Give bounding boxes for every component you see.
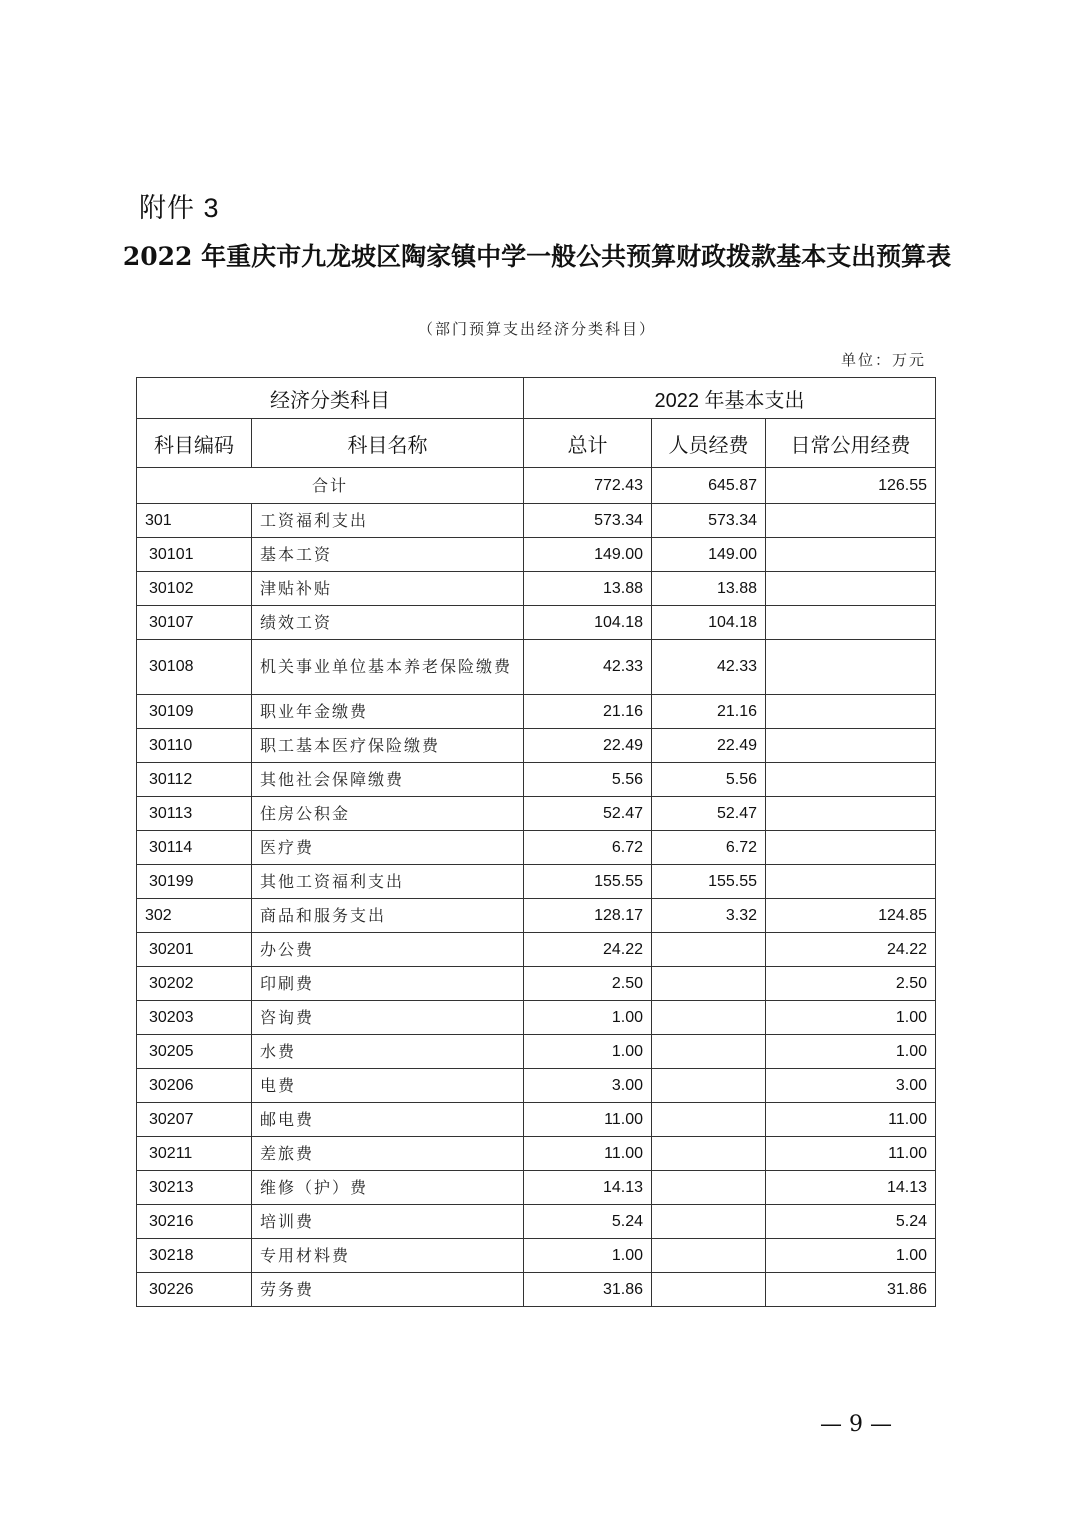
row-total: 31.86 [524,1273,652,1307]
row-personnel [652,1001,766,1035]
table-row [137,1001,936,1035]
row-code: 30101 [137,538,252,572]
table-row [137,1069,936,1103]
row-total: 5.56 [524,763,652,797]
table-column-header-row [137,419,936,468]
total-personnel-value: 645.87 [652,468,766,504]
table-total-row [137,468,936,504]
row-code: 30113 [137,797,252,831]
row-personnel [652,1273,766,1307]
table-row [137,899,936,933]
row-public [766,538,936,572]
table-row [137,967,936,1001]
row-code: 30110 [137,729,252,763]
row-name: 劳务费 [252,1273,524,1307]
row-code: 301 [137,504,252,538]
row-total: 104.18 [524,606,652,640]
row-public: 2.50 [766,967,936,1001]
row-name: 工资福利支出 [252,504,524,538]
row-public: 124.85 [766,899,936,933]
row-code: 30201 [137,933,252,967]
row-total: 573.34 [524,504,652,538]
row-name: 机关事业单位基本养老保险缴费 [252,640,524,695]
row-personnel: 573.34 [652,504,766,538]
row-total: 128.17 [524,899,652,933]
row-total: 22.49 [524,729,652,763]
table-row [137,865,936,899]
row-code: 30109 [137,695,252,729]
row-personnel: 52.47 [652,797,766,831]
row-name: 专用材料费 [252,1239,524,1273]
row-public [766,640,936,695]
column-header-name: 科目名称 [252,419,524,468]
table-row [137,1103,936,1137]
row-code: 30211 [137,1137,252,1171]
column-header-code: 科目编码 [137,419,252,468]
row-name: 基本工资 [252,538,524,572]
row-personnel [652,1103,766,1137]
row-public [766,572,936,606]
row-personnel: 13.88 [652,572,766,606]
row-total: 11.00 [524,1137,652,1171]
total-value: 772.43 [524,468,652,504]
row-code: 30114 [137,831,252,865]
row-total: 1.00 [524,1035,652,1069]
row-name: 职业年金缴费 [252,695,524,729]
row-name: 其他工资福利支出 [252,865,524,899]
row-total: 1.00 [524,1239,652,1273]
row-total: 2.50 [524,967,652,1001]
row-name: 其他社会保障缴费 [252,763,524,797]
row-code: 30107 [137,606,252,640]
row-code: 30226 [137,1273,252,1307]
row-code: 30213 [137,1171,252,1205]
row-code: 30207 [137,1103,252,1137]
table-row [137,1205,936,1239]
row-personnel: 22.49 [652,729,766,763]
row-total: 3.00 [524,1069,652,1103]
row-name: 医疗费 [252,831,524,865]
row-public: 1.00 [766,1001,936,1035]
table-row [137,572,936,606]
row-name: 差旅费 [252,1137,524,1171]
row-total: 5.24 [524,1205,652,1239]
row-name: 住房公积金 [252,797,524,831]
column-header-personnel: 人员经费 [652,419,766,468]
row-public: 5.24 [766,1205,936,1239]
row-public [766,831,936,865]
row-total: 13.88 [524,572,652,606]
row-personnel [652,1205,766,1239]
row-public: 1.00 [766,1035,936,1069]
page-subtitle: （部门预算支出经济分类科目） [417,320,656,338]
row-name: 印刷费 [252,967,524,1001]
table-row [137,695,936,729]
row-total: 14.13 [524,1171,652,1205]
row-public: 14.13 [766,1171,936,1205]
row-code: 30102 [137,572,252,606]
table-row [137,797,936,831]
row-public [766,606,936,640]
table-row [137,606,936,640]
row-total: 149.00 [524,538,652,572]
row-code: 30218 [137,1239,252,1273]
row-name: 津贴补贴 [252,572,524,606]
row-code: 30112 [137,763,252,797]
row-total: 155.55 [524,865,652,899]
row-personnel [652,933,766,967]
column-header-total: 总计 [524,419,652,468]
row-personnel: 42.33 [652,640,766,695]
row-code: 30203 [137,1001,252,1035]
row-total: 52.47 [524,797,652,831]
row-public: 1.00 [766,1239,936,1273]
table-row [137,763,936,797]
table-row [137,1273,936,1307]
row-public [766,797,936,831]
row-public: 11.00 [766,1137,936,1171]
row-name: 邮电费 [252,1103,524,1137]
row-personnel: 6.72 [652,831,766,865]
row-name: 水费 [252,1035,524,1069]
row-public: 31.86 [766,1273,936,1307]
row-name: 电费 [252,1069,524,1103]
row-total: 42.33 [524,640,652,695]
row-name: 职工基本医疗保险缴费 [252,729,524,763]
row-personnel [652,1069,766,1103]
row-personnel: 149.00 [652,538,766,572]
table-row [137,504,936,538]
row-name: 维修（护）费 [252,1171,524,1205]
table-row [137,538,936,572]
table-row [137,1137,936,1171]
row-code: 30202 [137,967,252,1001]
row-public: 24.22 [766,933,936,967]
table-row [137,1035,936,1069]
row-name: 办公费 [252,933,524,967]
row-name: 培训费 [252,1205,524,1239]
table-row [137,640,936,695]
row-personnel [652,967,766,1001]
row-code: 30206 [137,1069,252,1103]
table-row [137,1239,936,1273]
total-label: 合计 [137,468,524,504]
row-code: 30205 [137,1035,252,1069]
row-public: 3.00 [766,1069,936,1103]
row-code: 30108 [137,640,252,695]
row-personnel: 21.16 [652,695,766,729]
row-total: 1.00 [524,1001,652,1035]
row-personnel: 5.56 [652,763,766,797]
budget-table [136,377,936,1307]
row-code: 30199 [137,865,252,899]
row-public: 11.00 [766,1103,936,1137]
row-public [766,729,936,763]
table-row [137,933,936,967]
row-code: 302 [137,899,252,933]
row-personnel: 3.32 [652,899,766,933]
column-header-public: 日常公用经费 [766,419,936,468]
row-personnel: 104.18 [652,606,766,640]
row-name: 咨询费 [252,1001,524,1035]
table-row [137,1171,936,1205]
row-personnel [652,1137,766,1171]
table-row [137,729,936,763]
row-public [766,763,936,797]
row-name: 商品和服务支出 [252,899,524,933]
row-total: 21.16 [524,695,652,729]
row-total: 6.72 [524,831,652,865]
row-code: 30216 [137,1205,252,1239]
total-public-value: 126.55 [766,468,936,504]
table-row [137,831,936,865]
page-title: 2022 年重庆市九龙坡区陶家镇中学一般公共预算财政拨款基本支出预算表 [122,242,952,271]
row-personnel: 155.55 [652,865,766,899]
table-group-header-row [137,378,936,419]
row-personnel [652,1171,766,1205]
row-total: 11.00 [524,1103,652,1137]
group-header-economic-category: 经济分类科目 [137,378,524,419]
unit-label: 单位：万元 [840,351,926,369]
row-name: 绩效工资 [252,606,524,640]
row-total: 24.22 [524,933,652,967]
row-personnel [652,1239,766,1273]
row-personnel [652,1035,766,1069]
row-public [766,504,936,538]
page-number: — 9 — [820,1412,892,1437]
attachment-label: 附件 3 [139,193,220,223]
group-header-basic-expenditure: 2022 年基本支出 [524,378,936,419]
row-public [766,695,936,729]
row-public [766,865,936,899]
